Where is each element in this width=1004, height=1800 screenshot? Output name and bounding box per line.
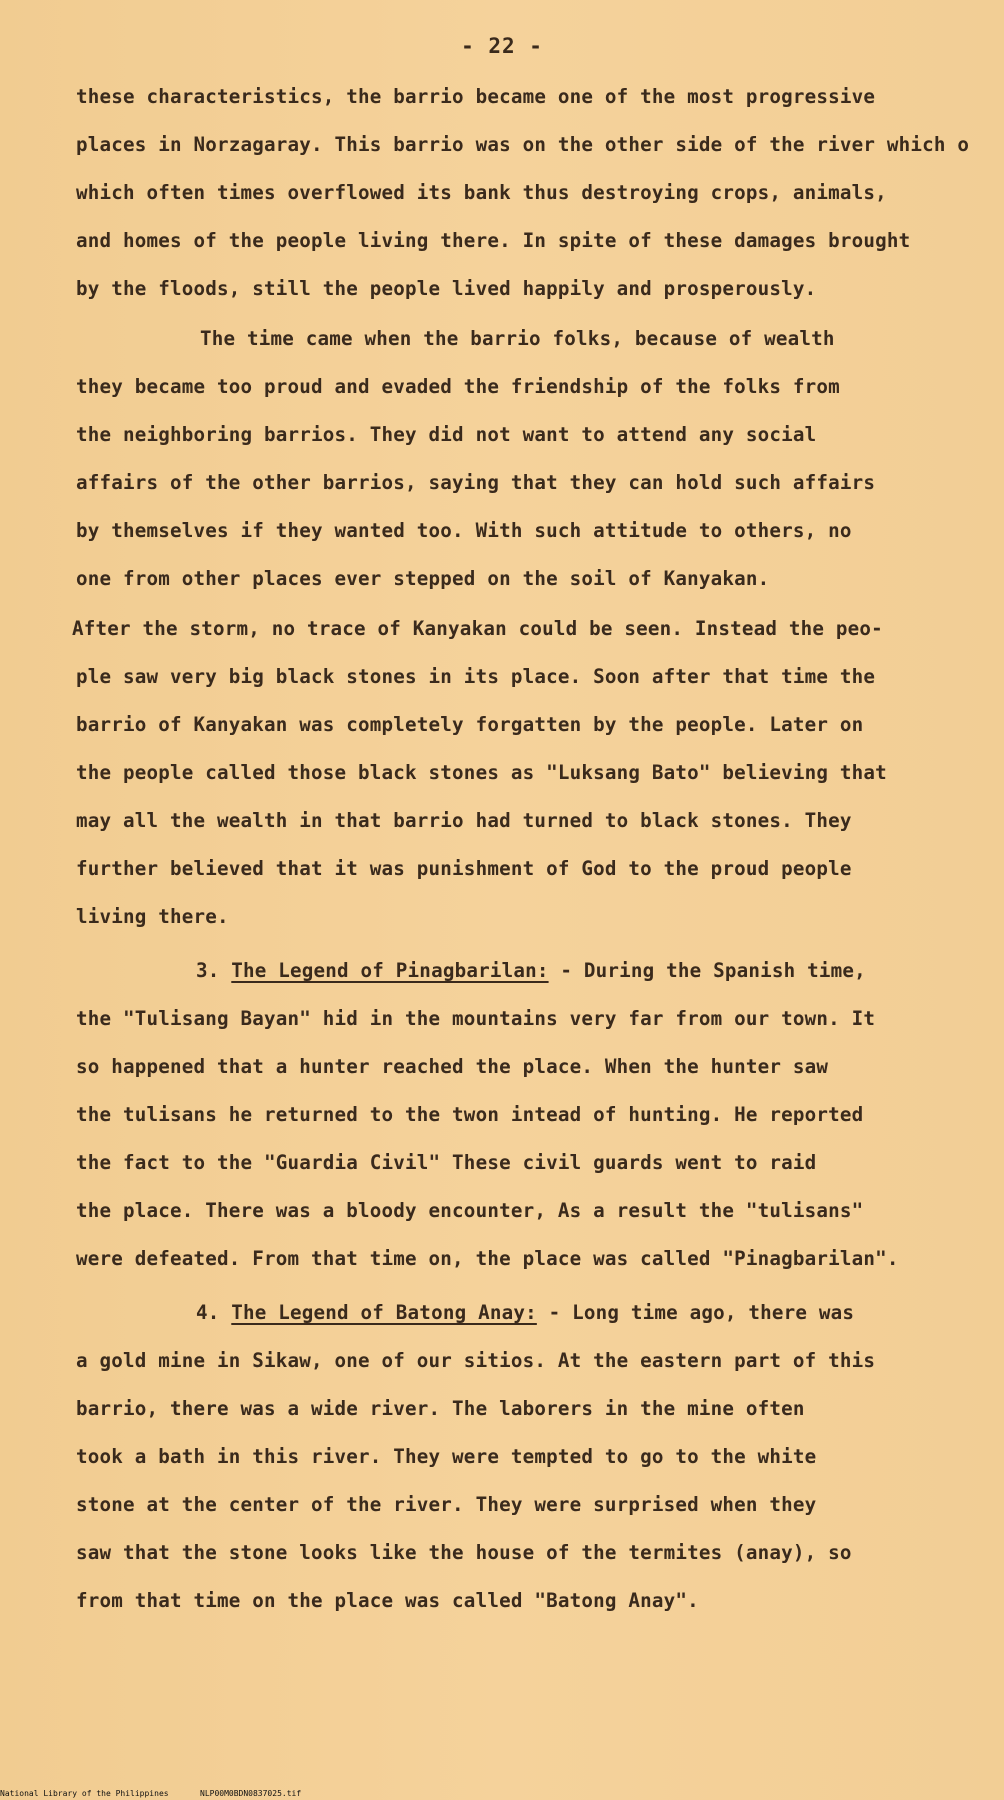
- text-line: the tulisans he returned to the twon intead of hunting. He reported: [76, 1103, 864, 1126]
- text-line: by themselves if they wanted too. With such attitude to others, no: [76, 519, 852, 542]
- footer-file-id: NLP00M0BDN0837025.tif: [200, 1789, 302, 1798]
- text-line: by the floods, still the people lived happily and prosperously.: [76, 277, 817, 300]
- text-line: a gold mine in Sikaw, one of our sitios. At the eastern part of this: [76, 1349, 876, 1372]
- text-line: affairs of the other barrios, saying that they can hold such affairs: [76, 471, 876, 494]
- text-line: and homes of the people living there. In spite of these damages brought: [76, 229, 911, 252]
- text-line: ple saw very big black stones in its place. Soon after that time the: [76, 665, 876, 688]
- text-line: places in Norzagaray. This barrio was on the other side of the river which o: [76, 133, 970, 156]
- legend-3-title: The Legend of Pinagbarilan:: [231, 959, 549, 982]
- text-line: from that time on the place was called "Batong Anay".: [76, 1589, 699, 1612]
- legend-3-intro: - During the Spanish time,: [548, 959, 866, 982]
- text-line: the place. There was a bloody encounter, As a result the "tulisans": [76, 1199, 864, 1222]
- text-line: may all the wealth in that barrio had turned to black stones. They: [76, 809, 852, 832]
- text-line: they became too proud and evaded the friendship of the folks from: [76, 375, 840, 398]
- text-line: were defeated. From that time on, the place was called "Pinagbarilan".: [76, 1247, 899, 1270]
- text-line: The time came when the barrio folks, because of wealth: [200, 327, 835, 350]
- text-line: After the storm, no trace of Kanyakan could be seen. Instead the peo-: [72, 617, 883, 640]
- legend-4-heading: [196, 1300, 854, 1326]
- text-line: the "Tulisang Bayan" hid in the mountains very far from our town. It: [76, 1007, 876, 1030]
- text-line: the fact to the "Guardia Civil" These civil guards went to raid: [76, 1151, 817, 1174]
- text-line: so happened that a hunter reached the place. When the hunter saw: [76, 1055, 829, 1078]
- text-line: took a bath in this river. They were tempted to go to the white: [76, 1445, 817, 1468]
- legend-4-number: 4.: [196, 1301, 220, 1324]
- text-line: barrio, there was a wide river. The laborers in the mine often: [76, 1397, 805, 1420]
- footer-library: National Library of the Philippines: [0, 1789, 169, 1798]
- text-line: which often times overflowed its bank thus destroying crops, animals,: [76, 181, 887, 204]
- legend-3-heading: [196, 958, 866, 984]
- text-line: saw that the stone looks like the house of the termites (anay), so: [76, 1541, 852, 1564]
- legend-4-intro: - Long time ago, there was: [536, 1301, 855, 1324]
- legend-3-number: 3.: [196, 959, 220, 982]
- text-line: one from other places ever stepped on the soil of Kanyakan.: [76, 567, 770, 590]
- text-line: these characteristics, the barrio became one of the most progressive: [76, 85, 876, 108]
- text-line: the neighboring barrios. They did not want to attend any social: [76, 423, 817, 446]
- text-line: barrio of Kanyakan was completely forgatten by the people. Later on: [76, 713, 864, 736]
- page-number: - 22 -: [461, 34, 543, 58]
- text-line: living there.: [76, 905, 229, 928]
- legend-4-title: The Legend of Batong Anay:: [231, 1301, 537, 1324]
- text-line: further believed that it was punishment of God to the proud people: [76, 857, 852, 880]
- text-line: the people called those black stones as "Luksang Bato" believing that: [76, 761, 887, 784]
- text-line: stone at the center of the river. They were surprised when they: [76, 1493, 817, 1516]
